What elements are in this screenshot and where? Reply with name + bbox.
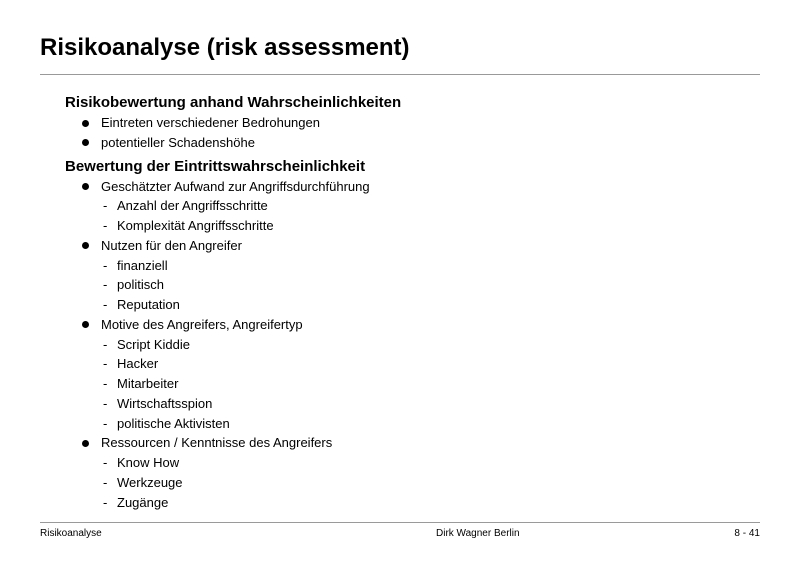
sub-item-text: Zugänge [117,494,169,510]
sub-list-item [65,354,755,374]
page-number: 8 - 41 [734,528,760,539]
list-item [65,133,755,153]
dash-icon: - [103,257,108,273]
bullet-text: potentieller Schadenshöhe [101,134,255,150]
list-item [65,433,755,453]
sub-item-text: Werkzeuge [117,474,183,490]
sub-item-text: Script Kiddie [117,336,190,352]
dash-icon: - [103,474,108,490]
sub-item-text: Reputation [117,297,180,312]
list-item [65,315,755,335]
sub-list-item [65,414,755,434]
dash-icon: - [103,415,108,431]
bullet-icon [82,139,89,146]
slide-title: Risikoanalyse (risk assessment) [40,34,410,61]
dash-icon: - [103,198,108,214]
list-item [65,177,755,197]
dash-icon: - [103,395,108,411]
sub-list-item [65,493,755,513]
dash-icon: - [103,336,108,352]
section-heading: Risikobewertung anhand Wahrscheinlichkeiten [65,94,402,111]
sub-list-item [65,196,755,216]
bullet-icon [82,120,89,127]
dash-icon: - [103,455,108,470]
bullet-icon [82,321,89,328]
bullet-text: Ressourcen / Kenntnisse des Angreifers [101,435,333,451]
sub-list-item [65,335,755,355]
bullet-text: Nutzen für den Angreifer [101,237,242,253]
list-item [65,113,755,133]
dash-icon: - [103,218,108,233]
bullet-text: Geschätzter Aufwand zur Angriffsdurchführung [101,178,370,194]
sub-item-text: Know How [117,455,180,470]
sub-item-text: politisch [117,277,164,293]
sub-list-item [65,453,755,473]
dash-icon: - [103,356,108,372]
dash-icon: - [103,376,108,391]
sub-list-item [65,275,755,295]
title-divider [40,74,760,75]
sub-item-text: Mitarbeiter [117,376,179,391]
bullet-icon [82,440,89,447]
dash-icon: - [103,494,108,510]
footer-section-name: Risikoanalyse [40,528,102,539]
slide-content [65,93,755,512]
dash-icon: - [103,277,108,293]
sub-list-item [65,394,755,414]
sub-list-item [65,295,755,315]
bullet-text: Eintreten verschiedener Bedrohungen [101,115,320,130]
bullet-text: Motive des Angreifers, Angreifertyp [101,316,303,332]
sub-item-text: Hacker [117,356,159,372]
section-heading: Bewertung der Eintrittswahrscheinlichkeit [65,157,366,175]
sub-item-text: Wirtschaftsspion [117,395,213,411]
footer-divider [40,522,760,523]
dash-icon: - [103,297,108,312]
sub-item-text: Anzahl der Angriffsschritte [117,198,268,214]
bullet-icon [82,183,89,190]
footer-author: Dirk Wagner Berlin [436,528,520,539]
list-item [65,236,755,256]
sub-list-item [65,473,755,493]
bullet-icon [82,242,89,249]
sub-list-item [65,374,755,394]
sub-item-text: politische Aktivisten [117,415,230,431]
sub-item-text: Komplexität Angriffsschritte [117,218,274,233]
sub-list-item [65,256,755,276]
sub-item-text: finanziell [117,257,168,273]
sub-list-item [65,216,755,236]
